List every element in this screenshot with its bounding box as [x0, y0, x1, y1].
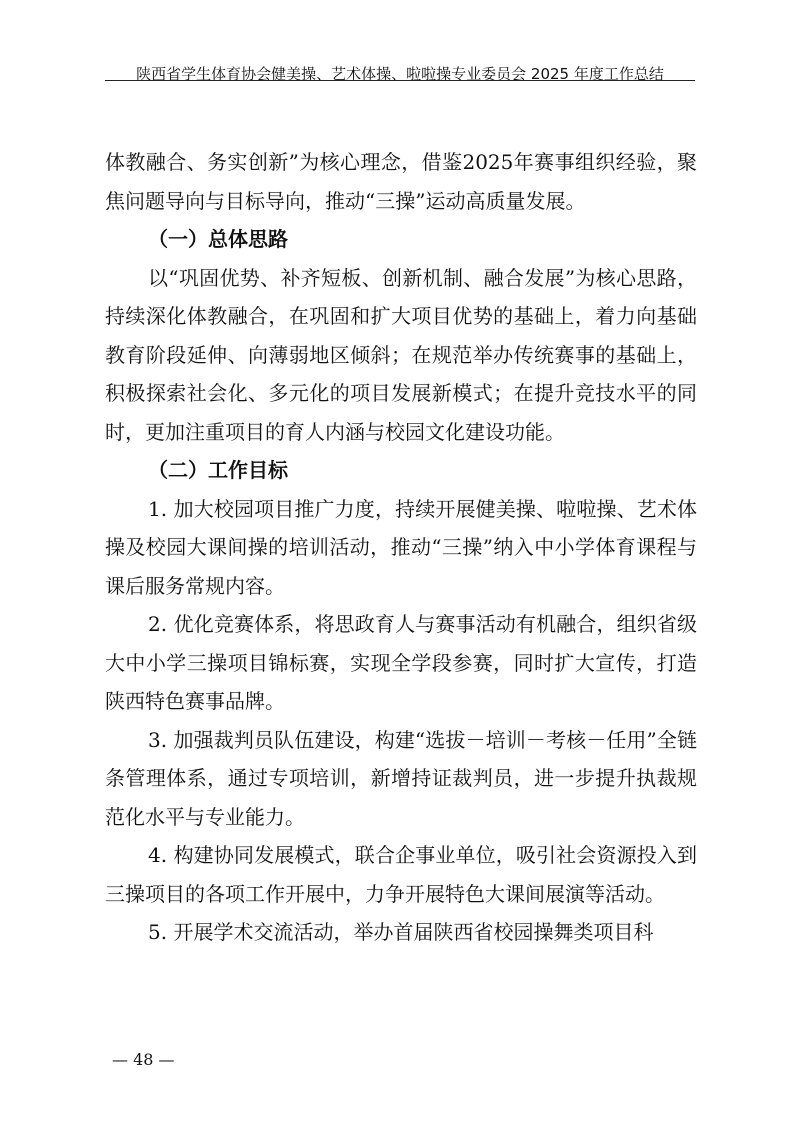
document-body	[105, 143, 697, 952]
goal-item-1: 1. 加大校园项目推广力度，持续开展健美操、啦啦操、艺术体操及校园大课间操的培训活动，推动“三操”纳入中小学体育课程与课后服务常规内容。	[105, 496, 697, 598]
goal-item-2: 2. 优化竞赛体系，将思政育人与赛事活动有机融合，组织省级大中小学三操项目锦标赛，实现全学段参赛，同时扩大宣传，打造陕西特色赛事品牌。	[105, 612, 697, 713]
goal-item-3: 3. 加强裁判员队伍建设，构建“选拔－培训－考核－任用”全链条管理体系，通过专项培训，新增持证裁判员，进一步提升执裁规范化水平与专业能力。	[105, 727, 697, 829]
running-header-title: 陕西省学生体育协会健美操、艺术体操、啦啦操专业委员会 2025 年度工作总结	[136, 65, 664, 83]
goal-item-5: 5. 开展学术交流活动，举办首届陕西省校园操舞类项目科	[148, 920, 654, 944]
header-divider	[105, 80, 695, 81]
intro-paragraph: 体教融合、务实创新”为核心理念，借鉴2025年赛事组织经验，聚焦问题导向与目标导向，推动“三操”运动高质量发展。	[105, 150, 697, 213]
goal-item-4: 4. 构建协同发展模式，联合企事业单位，吸引社会资源投入到三操项目的各项工作开展中，力争开展特色大课间展演等活动。	[105, 843, 697, 906]
section-heading-work-goals: （二）工作目标	[148, 458, 288, 482]
page-number: — 48 —	[112, 1050, 175, 1069]
overall-approach-paragraph: 以“巩固优势、补齐短板、创新机制、融合发展”为核心思路，持续深化体教融合，在巩固和扩大项目优势的基础上，着力向基础教育阶段延伸、向薄弱地区倾斜；在规范举办传统赛事的基础上，积极探索社会化、多元化的项目发展新模式；在提升竞技水平的同时，更加注重项目的育人内涵与校园文化建设功能。	[105, 265, 697, 444]
section-heading-overall-approach: （一）总体思路	[148, 227, 288, 251]
